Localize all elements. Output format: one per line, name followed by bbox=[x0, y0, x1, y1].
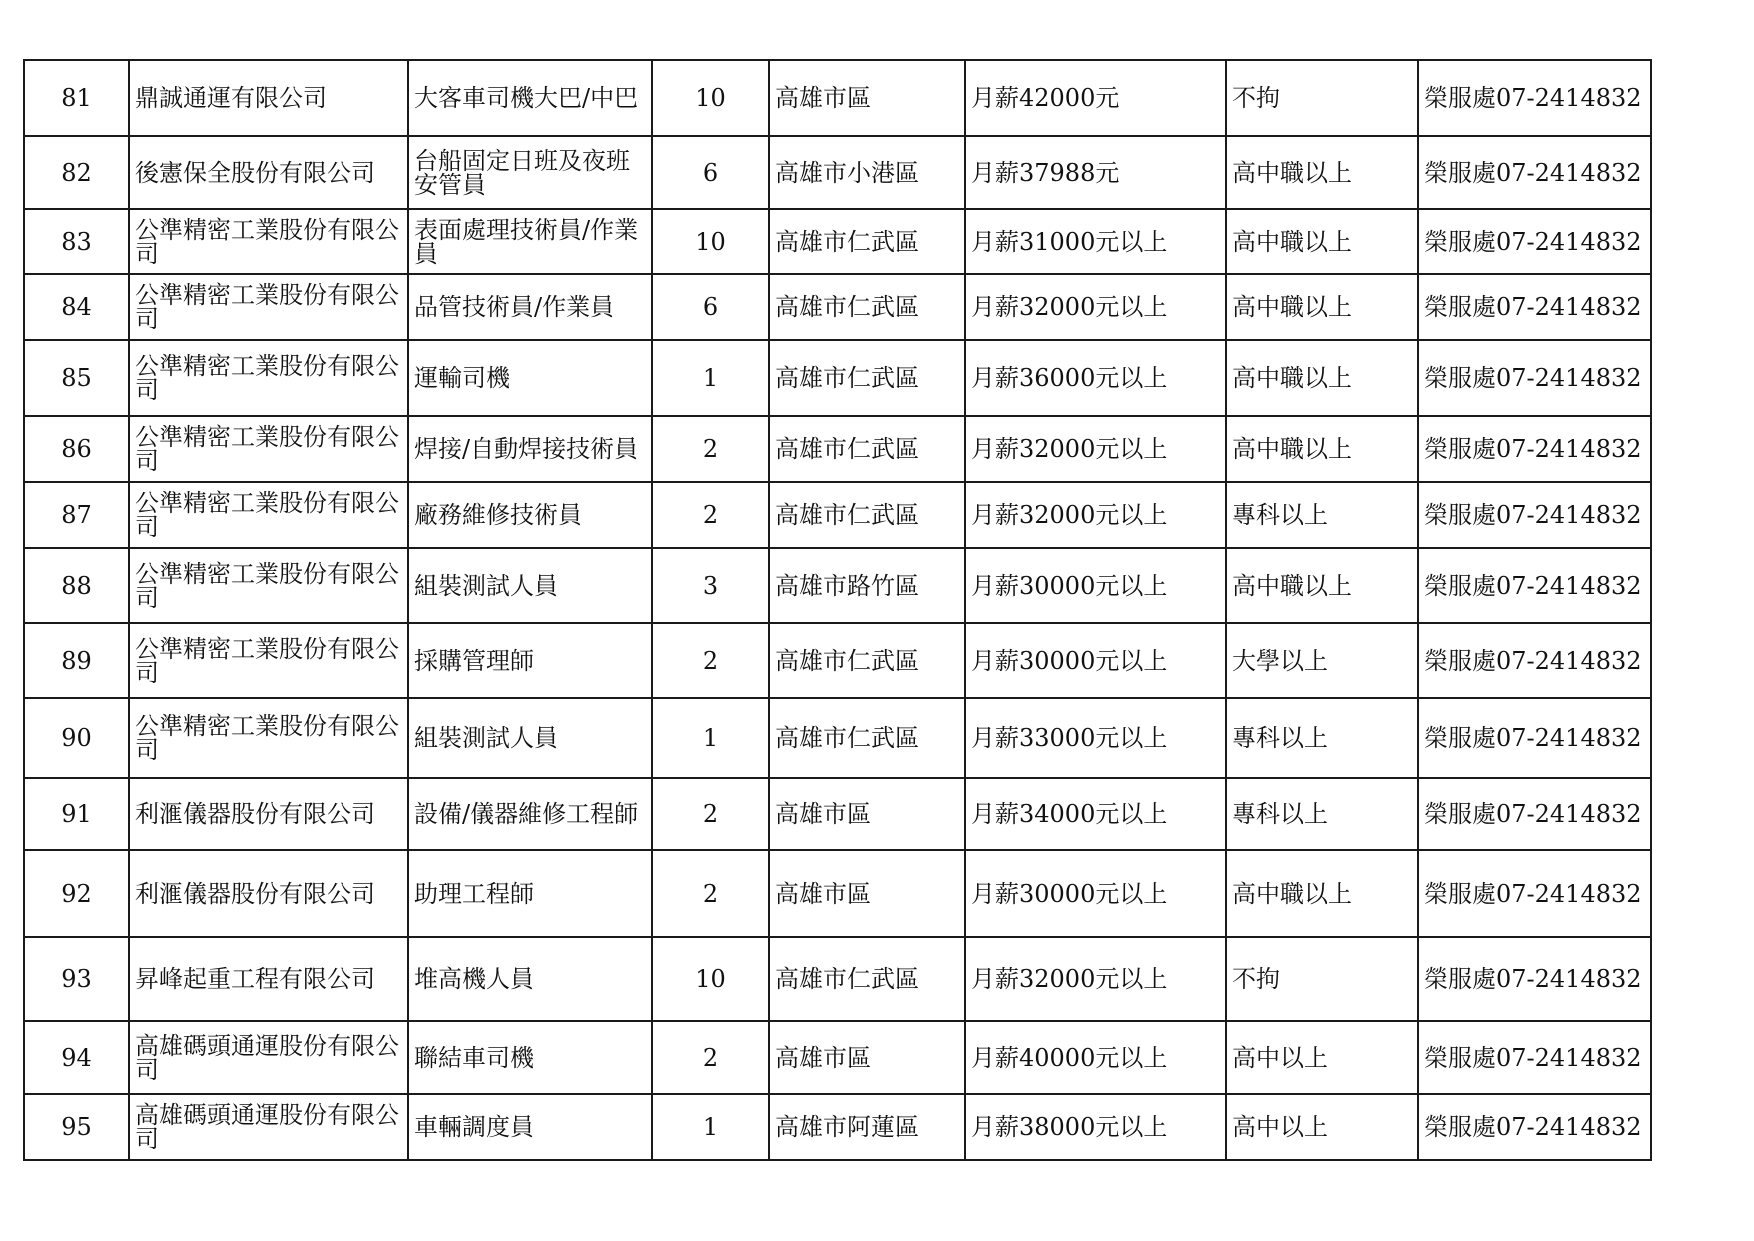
work-location: 高雄市區 bbox=[775, 84, 871, 112]
salary-cell bbox=[965, 778, 1226, 850]
company-name-cell bbox=[129, 778, 408, 850]
education-requirement: 專科以上 bbox=[1232, 724, 1328, 752]
contact-info: 榮服處07-2414832 bbox=[1424, 1113, 1642, 1141]
row-number-cell bbox=[24, 698, 129, 778]
table-row bbox=[24, 416, 1651, 482]
row-number-cell bbox=[24, 274, 129, 340]
salary-cell bbox=[965, 698, 1226, 778]
work-location: 高雄市仁武區 bbox=[775, 227, 919, 256]
company-name-cell bbox=[129, 1094, 408, 1160]
salary-cell bbox=[965, 623, 1226, 698]
table-row bbox=[24, 778, 1651, 850]
education-requirement: 高中以上 bbox=[1232, 1043, 1328, 1072]
work-location: 高雄市仁武區 bbox=[775, 965, 919, 993]
work-location-cell bbox=[769, 1021, 965, 1094]
contact-info: 榮服處07-2414832 bbox=[1424, 646, 1642, 675]
row-number: 86 bbox=[61, 435, 92, 463]
contact-info-cell bbox=[1418, 60, 1651, 136]
education-requirement-cell bbox=[1226, 937, 1418, 1021]
row-number-cell bbox=[24, 1094, 129, 1160]
table-row bbox=[24, 850, 1651, 937]
openings-count: 1 bbox=[702, 724, 719, 752]
salary-cell bbox=[965, 416, 1226, 482]
row-number: 83 bbox=[61, 227, 92, 256]
education-requirement-cell bbox=[1226, 698, 1418, 778]
contact-info-cell bbox=[1418, 274, 1651, 340]
salary-cell bbox=[965, 1094, 1226, 1160]
openings-count-cell bbox=[652, 1094, 769, 1160]
row-number-cell bbox=[24, 850, 129, 937]
row-number: 85 bbox=[61, 364, 92, 392]
salary-cell bbox=[965, 340, 1226, 416]
openings-count-cell bbox=[652, 850, 769, 937]
contact-info-cell bbox=[1418, 850, 1651, 937]
work-location-cell bbox=[769, 60, 965, 136]
company-name-cell bbox=[129, 482, 408, 548]
company-name: 公準精密工業股份有限公司 bbox=[135, 281, 399, 333]
education-requirement-cell bbox=[1226, 1094, 1418, 1160]
work-location-cell bbox=[769, 136, 965, 209]
salary-cell bbox=[965, 548, 1226, 623]
job-listings-body bbox=[24, 60, 1651, 1160]
company-name: 利滙儀器股份有限公司 bbox=[135, 879, 375, 908]
work-location-cell bbox=[769, 340, 965, 416]
openings-count-cell bbox=[652, 778, 769, 850]
work-location: 高雄市阿蓮區 bbox=[775, 1113, 919, 1141]
education-requirement-cell bbox=[1226, 136, 1418, 209]
contact-info-cell bbox=[1418, 416, 1651, 482]
education-requirement: 不拘 bbox=[1232, 965, 1280, 993]
openings-count-cell bbox=[652, 623, 769, 698]
openings-count: 2 bbox=[702, 501, 719, 529]
contact-info-cell bbox=[1418, 623, 1651, 698]
openings-count: 2 bbox=[702, 800, 719, 828]
openings-count: 1 bbox=[702, 364, 719, 392]
salary: 月薪33000元以上 bbox=[971, 724, 1168, 752]
table-row bbox=[24, 274, 1651, 340]
salary: 月薪30000元以上 bbox=[971, 646, 1168, 675]
education-requirement: 大學以上 bbox=[1232, 646, 1328, 675]
openings-count: 3 bbox=[702, 571, 719, 600]
contact-info-cell bbox=[1418, 340, 1651, 416]
row-number-cell bbox=[24, 778, 129, 850]
table-row bbox=[24, 548, 1651, 623]
company-name: 高雄碼頭通運股份有限公司 bbox=[135, 1031, 399, 1084]
openings-count-cell bbox=[652, 416, 769, 482]
company-name: 利滙儀器股份有限公司 bbox=[135, 800, 375, 828]
row-number: 91 bbox=[61, 800, 92, 828]
job-title: 採購管理師 bbox=[414, 646, 534, 675]
work-location: 高雄市路竹區 bbox=[775, 571, 919, 600]
company-name-cell bbox=[129, 340, 408, 416]
salary-cell bbox=[965, 482, 1226, 548]
table-row bbox=[24, 937, 1651, 1021]
table-row bbox=[24, 482, 1651, 548]
job-title: 運輸司機 bbox=[414, 364, 510, 392]
education-requirement-cell bbox=[1226, 274, 1418, 340]
openings-count: 2 bbox=[702, 879, 719, 908]
contact-info: 榮服處07-2414832 bbox=[1424, 800, 1642, 828]
row-number: 92 bbox=[61, 879, 92, 908]
work-location-cell bbox=[769, 698, 965, 778]
openings-count-cell bbox=[652, 937, 769, 1021]
education-requirement-cell bbox=[1226, 482, 1418, 548]
job-title: 組裝測試人員 bbox=[414, 571, 558, 600]
education-requirement: 高中職以上 bbox=[1232, 158, 1352, 187]
education-requirement: 高中職以上 bbox=[1232, 879, 1352, 908]
company-name-cell bbox=[129, 209, 408, 274]
work-location-cell bbox=[769, 850, 965, 937]
company-name: 公準精密工業股份有限公司 bbox=[135, 352, 399, 404]
openings-count: 6 bbox=[702, 293, 719, 321]
salary: 月薪38000元以上 bbox=[971, 1113, 1168, 1141]
contact-info-cell bbox=[1418, 1021, 1651, 1094]
openings-count: 2 bbox=[702, 1043, 719, 1072]
company-name-cell bbox=[129, 274, 408, 340]
job-title: 大客車司機大巴/中巴 bbox=[414, 84, 639, 112]
job-title: 廠務維修技術員 bbox=[414, 501, 582, 529]
job-title-cell bbox=[408, 136, 652, 209]
row-number: 84 bbox=[61, 293, 92, 321]
openings-count-cell bbox=[652, 1021, 769, 1094]
openings-count-cell bbox=[652, 60, 769, 136]
openings-count-cell bbox=[652, 482, 769, 548]
job-title: 助理工程師 bbox=[414, 879, 534, 908]
openings-count: 10 bbox=[695, 227, 726, 256]
work-location-cell bbox=[769, 209, 965, 274]
salary: 月薪31000元以上 bbox=[971, 227, 1168, 256]
education-requirement: 不拘 bbox=[1232, 84, 1280, 112]
row-number: 88 bbox=[61, 571, 92, 600]
work-location-cell bbox=[769, 416, 965, 482]
company-name: 昇峰起重工程有限公司 bbox=[135, 965, 375, 993]
contact-info: 榮服處07-2414832 bbox=[1424, 364, 1642, 392]
job-title-cell bbox=[408, 274, 652, 340]
job-title: 表面處理技術員/作業員 bbox=[414, 215, 639, 268]
company-name-cell bbox=[129, 1021, 408, 1094]
openings-count: 2 bbox=[702, 646, 719, 675]
salary-cell bbox=[965, 136, 1226, 209]
job-listings-table bbox=[23, 59, 1652, 1161]
salary: 月薪32000元以上 bbox=[971, 435, 1168, 463]
openings-count-cell bbox=[652, 209, 769, 274]
education-requirement-cell bbox=[1226, 548, 1418, 623]
company-name-cell bbox=[129, 416, 408, 482]
company-name: 公準精密工業股份有限公司 bbox=[135, 489, 399, 541]
salary-cell bbox=[965, 274, 1226, 340]
work-location: 高雄市區 bbox=[775, 879, 871, 908]
contact-info: 榮服處07-2414832 bbox=[1424, 879, 1642, 908]
row-number-cell bbox=[24, 60, 129, 136]
job-title: 堆高機人員 bbox=[414, 965, 534, 993]
education-requirement-cell bbox=[1226, 778, 1418, 850]
company-name: 公準精密工業股份有限公司 bbox=[135, 215, 399, 268]
job-title-cell bbox=[408, 698, 652, 778]
education-requirement-cell bbox=[1226, 1021, 1418, 1094]
row-number: 94 bbox=[61, 1043, 92, 1072]
contact-info: 榮服處07-2414832 bbox=[1424, 724, 1642, 752]
row-number-cell bbox=[24, 1021, 129, 1094]
row-number: 89 bbox=[61, 646, 92, 675]
contact-info-cell bbox=[1418, 548, 1651, 623]
contact-info-cell bbox=[1418, 482, 1651, 548]
openings-count-cell bbox=[652, 136, 769, 209]
company-name: 公準精密工業股份有限公司 bbox=[135, 559, 399, 612]
job-title-cell bbox=[408, 209, 652, 274]
contact-info-cell bbox=[1418, 698, 1651, 778]
education-requirement-cell bbox=[1226, 623, 1418, 698]
job-title: 品管技術員/作業員 bbox=[414, 293, 615, 321]
row-number-cell bbox=[24, 937, 129, 1021]
job-title-cell bbox=[408, 937, 652, 1021]
job-title: 台船固定日班及夜班安管員 bbox=[414, 146, 630, 199]
row-number: 90 bbox=[61, 724, 92, 752]
contact-info: 榮服處07-2414832 bbox=[1424, 571, 1642, 600]
education-requirement: 專科以上 bbox=[1232, 800, 1328, 828]
work-location: 高雄市小港區 bbox=[775, 158, 919, 187]
education-requirement-cell bbox=[1226, 209, 1418, 274]
salary: 月薪30000元以上 bbox=[971, 571, 1168, 600]
row-number-cell bbox=[24, 548, 129, 623]
job-title-cell bbox=[408, 482, 652, 548]
work-location-cell bbox=[769, 274, 965, 340]
job-title: 聯結車司機 bbox=[414, 1043, 534, 1072]
job-title-cell bbox=[408, 1021, 652, 1094]
salary: 月薪34000元以上 bbox=[971, 800, 1168, 828]
contact-info: 榮服處07-2414832 bbox=[1424, 158, 1642, 187]
contact-info: 榮服處07-2414832 bbox=[1424, 227, 1642, 256]
salary-cell bbox=[965, 1021, 1226, 1094]
work-location-cell bbox=[769, 548, 965, 623]
openings-count: 10 bbox=[695, 965, 726, 993]
company-name: 鼎誠通運有限公司 bbox=[135, 84, 327, 112]
job-title: 焊接/自動焊接技術員 bbox=[414, 435, 639, 463]
work-location-cell bbox=[769, 482, 965, 548]
job-title-cell bbox=[408, 548, 652, 623]
company-name-cell bbox=[129, 623, 408, 698]
job-title: 組裝測試人員 bbox=[414, 724, 558, 752]
row-number: 93 bbox=[61, 965, 92, 993]
openings-count: 10 bbox=[695, 84, 726, 112]
education-requirement: 高中職以上 bbox=[1232, 571, 1352, 600]
job-title-cell bbox=[408, 340, 652, 416]
company-name-cell bbox=[129, 548, 408, 623]
openings-count: 1 bbox=[702, 1113, 719, 1141]
company-name-cell bbox=[129, 698, 408, 778]
openings-count-cell bbox=[652, 548, 769, 623]
contact-info-cell bbox=[1418, 778, 1651, 850]
contact-info: 榮服處07-2414832 bbox=[1424, 293, 1642, 321]
contact-info-cell bbox=[1418, 1094, 1651, 1160]
row-number: 81 bbox=[61, 84, 92, 112]
company-name-cell bbox=[129, 60, 408, 136]
work-location-cell bbox=[769, 1094, 965, 1160]
company-name: 高雄碼頭通運股份有限公司 bbox=[135, 1101, 399, 1153]
contact-info: 榮服處07-2414832 bbox=[1424, 84, 1642, 112]
contact-info: 榮服處07-2414832 bbox=[1424, 1043, 1642, 1072]
work-location: 高雄市區 bbox=[775, 800, 871, 828]
salary-cell bbox=[965, 60, 1226, 136]
salary: 月薪32000元以上 bbox=[971, 293, 1168, 321]
table-row bbox=[24, 1094, 1651, 1160]
table-row bbox=[24, 1021, 1651, 1094]
work-location: 高雄市區 bbox=[775, 1043, 871, 1072]
salary: 月薪32000元以上 bbox=[971, 965, 1168, 993]
work-location-cell bbox=[769, 937, 965, 1021]
contact-info-cell bbox=[1418, 136, 1651, 209]
table-row bbox=[24, 209, 1651, 274]
company-name: 公準精密工業股份有限公司 bbox=[135, 634, 399, 687]
education-requirement: 高中職以上 bbox=[1232, 227, 1352, 256]
job-title-cell bbox=[408, 778, 652, 850]
row-number-cell bbox=[24, 623, 129, 698]
openings-count-cell bbox=[652, 274, 769, 340]
education-requirement-cell bbox=[1226, 340, 1418, 416]
job-title-cell bbox=[408, 850, 652, 937]
company-name-cell bbox=[129, 850, 408, 937]
openings-count-cell bbox=[652, 698, 769, 778]
table-row bbox=[24, 340, 1651, 416]
education-requirement: 專科以上 bbox=[1232, 501, 1328, 529]
job-title: 設備/儀器維修工程師 bbox=[414, 800, 639, 828]
work-location-cell bbox=[769, 623, 965, 698]
work-location-cell bbox=[769, 778, 965, 850]
contact-info: 榮服處07-2414832 bbox=[1424, 501, 1642, 529]
row-number-cell bbox=[24, 136, 129, 209]
row-number: 82 bbox=[61, 158, 92, 187]
education-requirement: 高中職以上 bbox=[1232, 435, 1352, 463]
work-location: 高雄市仁武區 bbox=[775, 364, 919, 392]
row-number-cell bbox=[24, 209, 129, 274]
contact-info-cell bbox=[1418, 209, 1651, 274]
contact-info: 榮服處07-2414832 bbox=[1424, 435, 1642, 463]
work-location: 高雄市仁武區 bbox=[775, 724, 919, 752]
job-title-cell bbox=[408, 60, 652, 136]
job-title-cell bbox=[408, 1094, 652, 1160]
openings-count: 6 bbox=[702, 158, 719, 187]
contact-info: 榮服處07-2414832 bbox=[1424, 965, 1642, 993]
salary: 月薪32000元以上 bbox=[971, 501, 1168, 529]
row-number: 95 bbox=[61, 1113, 92, 1141]
openings-count-cell bbox=[652, 340, 769, 416]
work-location: 高雄市仁武區 bbox=[775, 435, 919, 463]
company-name-cell bbox=[129, 937, 408, 1021]
education-requirement-cell bbox=[1226, 416, 1418, 482]
row-number-cell bbox=[24, 340, 129, 416]
education-requirement: 高中職以上 bbox=[1232, 293, 1352, 321]
salary-cell bbox=[965, 209, 1226, 274]
job-title-cell bbox=[408, 623, 652, 698]
education-requirement: 高中職以上 bbox=[1232, 364, 1352, 392]
row-number-cell bbox=[24, 482, 129, 548]
contact-info-cell bbox=[1418, 937, 1651, 1021]
salary-cell bbox=[965, 850, 1226, 937]
salary: 月薪36000元以上 bbox=[971, 364, 1168, 392]
education-requirement-cell bbox=[1226, 60, 1418, 136]
company-name: 後憲保全股份有限公司 bbox=[135, 158, 375, 187]
table-row bbox=[24, 60, 1651, 136]
work-location: 高雄市仁武區 bbox=[775, 293, 919, 321]
education-requirement: 高中以上 bbox=[1232, 1113, 1328, 1141]
work-location: 高雄市仁武區 bbox=[775, 501, 919, 529]
job-title-cell bbox=[408, 416, 652, 482]
table-row bbox=[24, 698, 1651, 778]
company-name: 公準精密工業股份有限公司 bbox=[135, 423, 399, 475]
table-row bbox=[24, 623, 1651, 698]
salary-cell bbox=[965, 937, 1226, 1021]
row-number-cell bbox=[24, 416, 129, 482]
education-requirement-cell bbox=[1226, 850, 1418, 937]
job-title: 車輛調度員 bbox=[414, 1113, 534, 1141]
salary: 月薪40000元以上 bbox=[971, 1043, 1168, 1072]
company-name-cell bbox=[129, 136, 408, 209]
table-row bbox=[24, 136, 1651, 209]
work-location: 高雄市仁武區 bbox=[775, 646, 919, 675]
salary: 月薪30000元以上 bbox=[971, 879, 1168, 908]
salary: 月薪42000元 bbox=[971, 84, 1120, 112]
row-number: 87 bbox=[61, 501, 92, 529]
openings-count: 2 bbox=[702, 435, 719, 463]
salary: 月薪37988元 bbox=[971, 158, 1120, 187]
company-name: 公準精密工業股份有限公司 bbox=[135, 712, 399, 764]
